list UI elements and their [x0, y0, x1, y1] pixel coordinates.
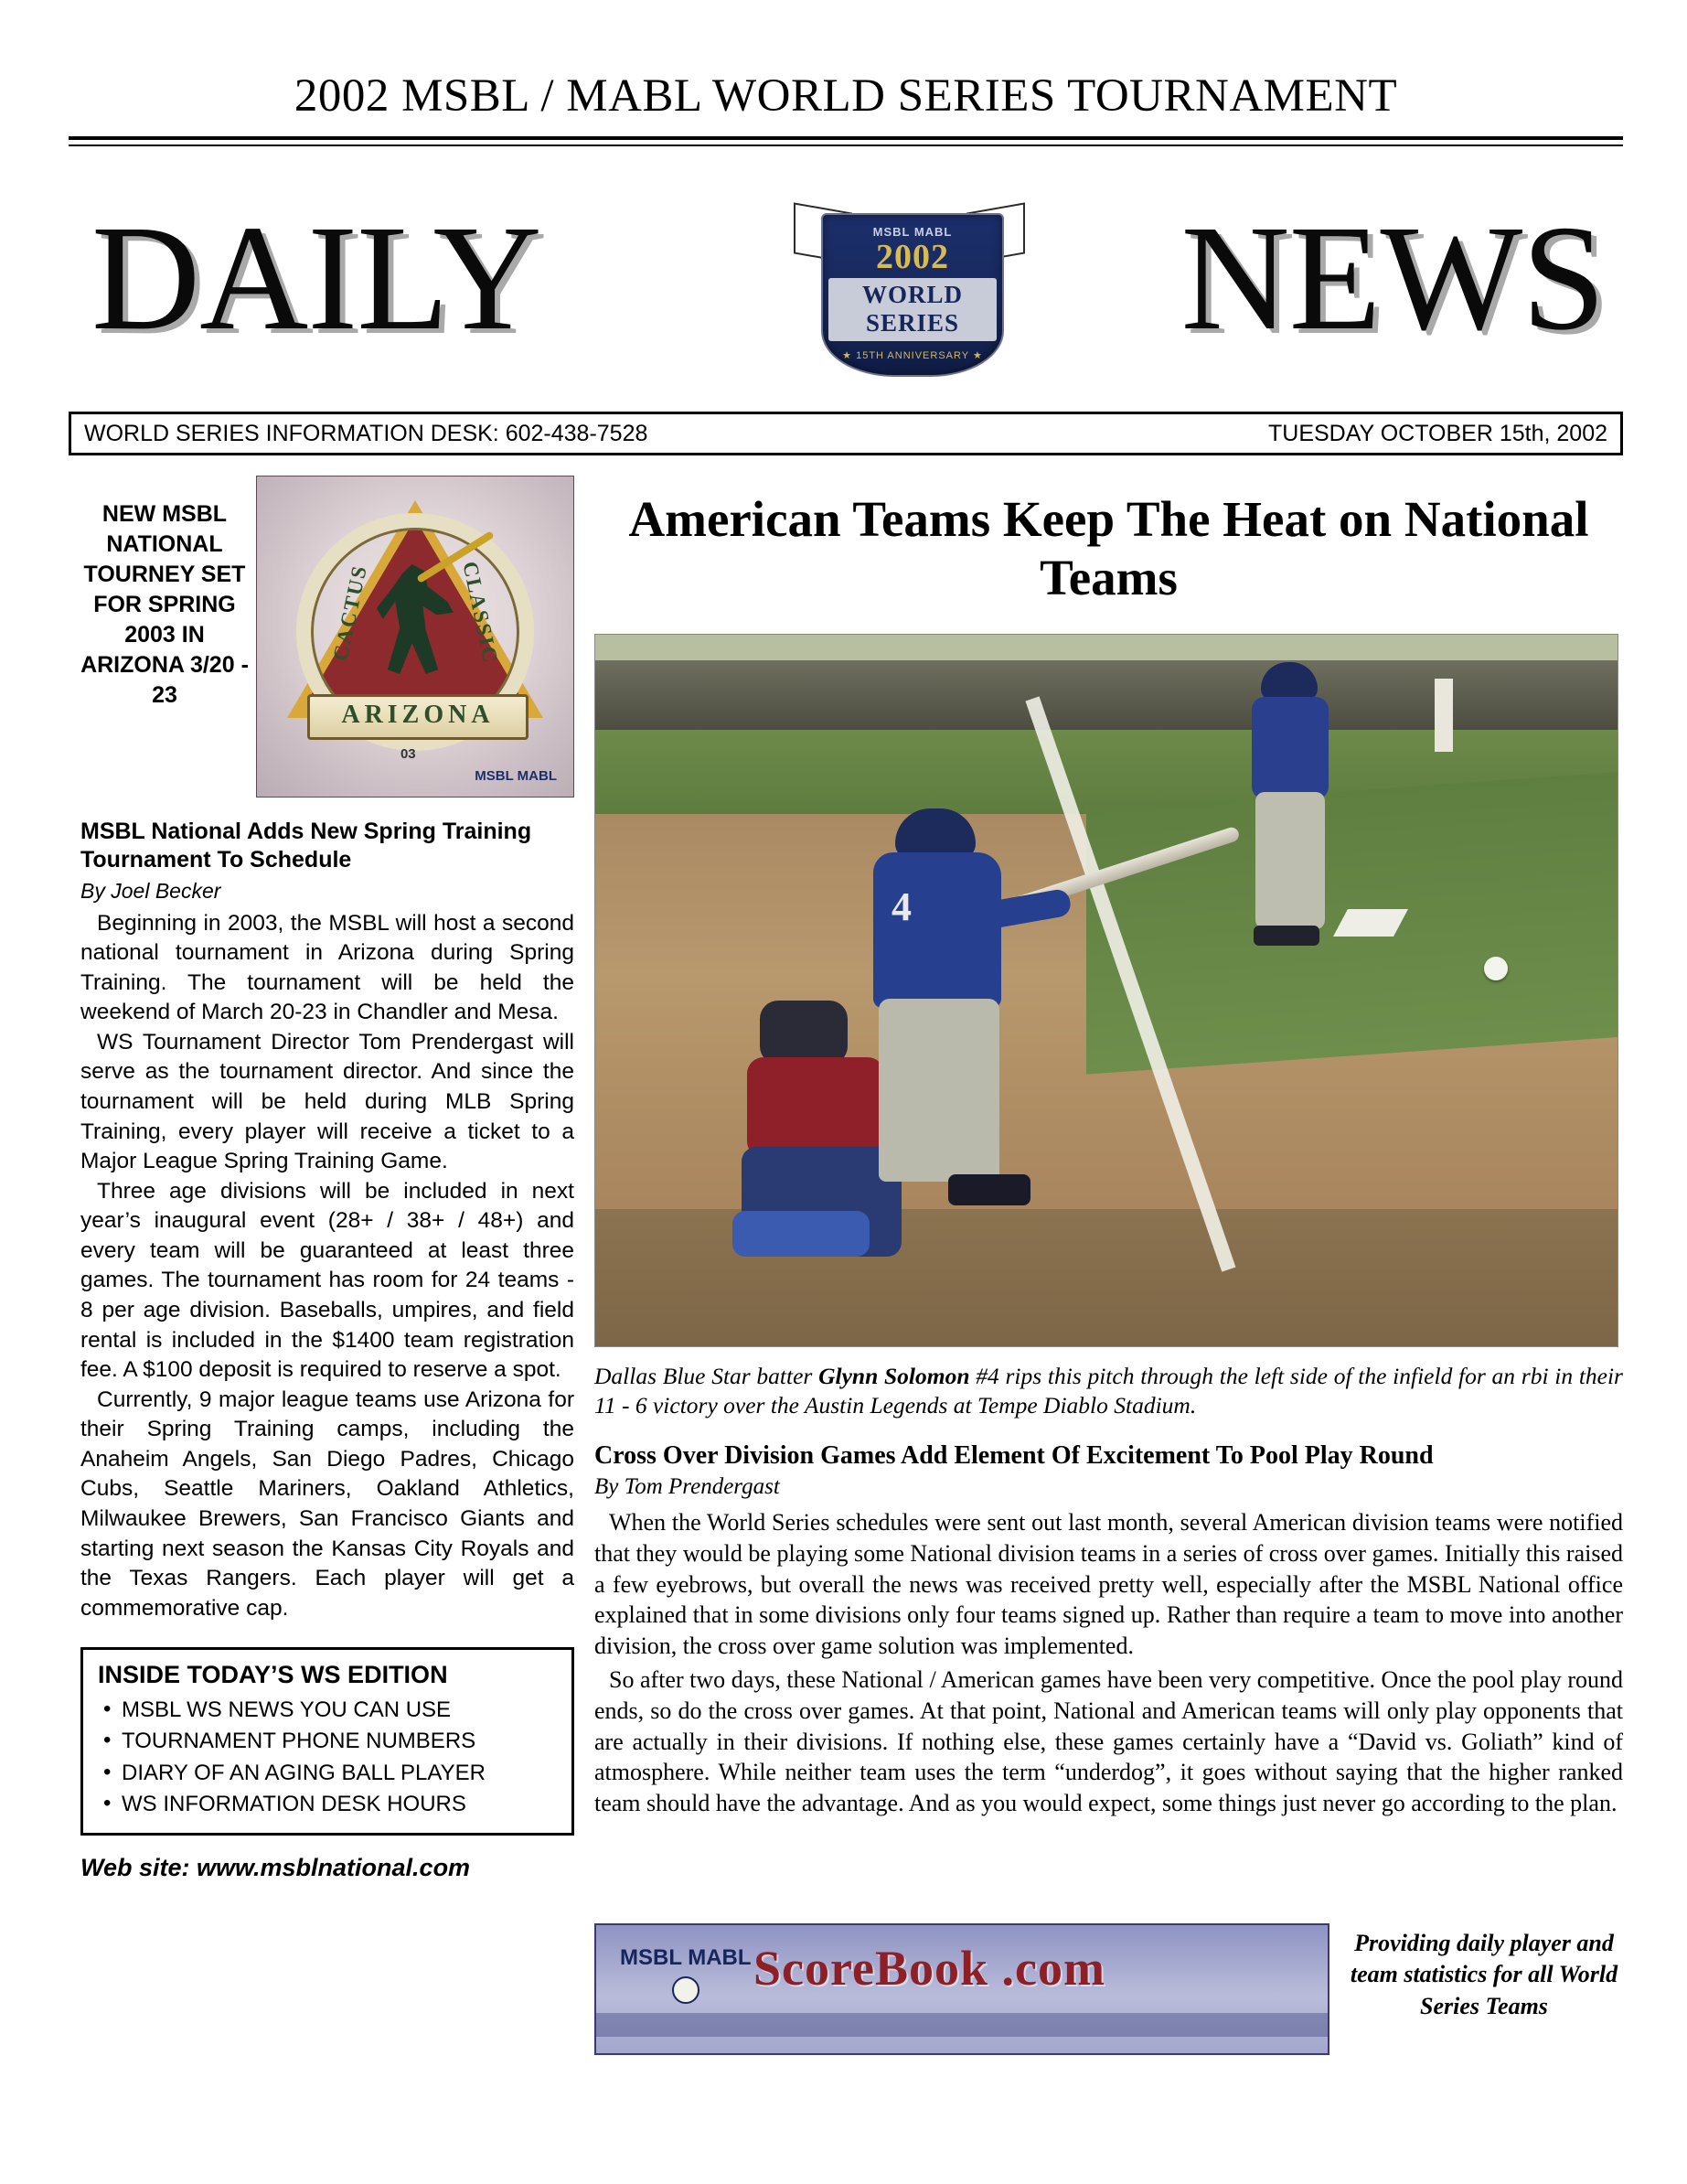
main-headline: American Teams Keep The Heat on National Teams [628, 491, 1589, 606]
tournament-title: 2002 MSBL / MABL WORLD SERIES TOURNAMENT [294, 70, 1398, 122]
photo-post [1435, 679, 1453, 752]
ad-baseball-icon [672, 1976, 699, 2004]
left-story-byline: By Joel Becker [80, 878, 221, 903]
nameplate-word-news: NEWS [1180, 194, 1605, 361]
photo-batter [860, 808, 1034, 1247]
logo-anniversary-text: ★ 15TH ANNIVERSARY ★ [842, 350, 983, 361]
main-photo [594, 634, 1618, 1347]
secondary-headline: Cross Over Division Games Add Element Of Excitement To Pool Play Round [594, 1440, 1434, 1470]
information-bar [69, 412, 1623, 455]
secondary-paragraph: So after two days, these National / American games have been very competitive. Once the pool play round ends, so do the cross over games. At that point, National and American teams will only play opponents that are actually in their divisions. If nothing else, these games certainly have a “David vs. Goliath” kind of atmosphere. While neither team uses the term “underdog”, it goes without saying that the higher ranked team should have the advantage. And as you would expect, some things just never go according to the plan. [594, 1665, 1623, 1817]
world-series-logo-icon [788, 197, 1030, 384]
left-story-headline: MSBL National Adds New Spring Training Tournament To Schedule [80, 819, 532, 873]
batter-jersey-number: 4 [892, 883, 912, 929]
left-story-body [80, 909, 574, 1624]
ad-mark-text: MSBL MABL [620, 1945, 752, 1970]
ad-title: ScoreBook .com [753, 1941, 1105, 1996]
left-story-paragraph: Three age divisions will be included in next year’s inaugural event (28+ / 38+ / 48+) and every team will be guaranteed at least three games. The tournament has room for 24 teams - 8 per age division. Baseballs, umpires, and field rental is included in the $1400 team registration fee. A $100 deposit is required to reserve a spot. [80, 1178, 574, 1383]
batter-shoe [948, 1174, 1030, 1205]
inside-todays-edition-box [80, 1647, 574, 1835]
runner-shoe [1254, 926, 1319, 946]
logo-arc-right: CLASSIC [458, 559, 503, 667]
website-line[interactable]: Web site: www.msblnational.com [80, 1853, 471, 1881]
left-story-paragraph: WS Tournament Director Tom Prendergast will serve as the tournament director. And since the tournament will be held during MLB Spring Training, every player will receive a ticket to a Major League Spring Training Game. [80, 1029, 574, 1174]
ad-side-text: Providing daily player and team statistics for all World Series Teams [1350, 1930, 1618, 2019]
logo-arc-left: CACTUS [328, 562, 372, 663]
inside-box-title: INSIDE TODAY’S WS EDITION [98, 1661, 448, 1689]
caption-post: #4 rips this pitch through the left side of the infield for an rbi in their 11 - 6 victory over the Austin Legends at Tempe Diablo Stadium. [594, 1362, 1623, 1419]
logo-shield [821, 213, 1004, 377]
promo-text: NEW MSBL NATIONAL TOURNEY SET FOR SPRING 2003 IN ARIZONA 3/20 - 23 [80, 501, 249, 708]
left-story-paragraph: Beginning in 2003, the MSBL will host a second national tournament in Arizona during Spring Training. The tournament will be held the weekend of March 20-23 in Chandler and Mesa. [80, 910, 574, 1025]
promo-row [80, 476, 574, 798]
logo-arizona-banner: ARIZONA [307, 694, 529, 740]
ad-msbl-mark [620, 1947, 752, 2004]
catcher-mask [760, 1001, 848, 1065]
cactus-classic-logo-icon [256, 476, 574, 798]
caption-player-name: Glynn Solomon [818, 1362, 970, 1389]
masthead-rule-thin [69, 145, 1623, 146]
catcher-shin-guard [732, 1211, 870, 1257]
left-column [80, 476, 574, 1882]
info-desk-phone: WORLD SERIES INFORMATION DESK: 602-438-7528 [84, 420, 648, 446]
logo-year-text: 03 [400, 746, 416, 762]
logo-msbl-mark: MSBL MABL [475, 768, 557, 785]
caption-pre: Dallas Blue Star batter [594, 1362, 819, 1389]
left-story-paragraph: Currently, 9 major league teams use Arizona for their Spring Training camps, including the Anaheim Angels, San Diego Padres, Chicago Cubs, Seattle Mariners, Oakland Athletics, Milwaukee Brewers, San Francisco Giants and starting next season the Kansas City Royals and the Texas Rangers. Each player will get a commemorative cap. [80, 1386, 574, 1621]
secondary-byline: By Tom Prendergast [594, 1473, 780, 1499]
logo-top-text: MSBL MABL [872, 225, 953, 239]
masthead [69, 71, 1623, 146]
masthead-rule-thick [69, 136, 1623, 140]
logo-year: 2002 [876, 238, 949, 276]
runner-helmet [1261, 662, 1318, 701]
nameplate-word-daily: DAILY [91, 194, 541, 361]
runner-jersey [1252, 697, 1329, 799]
secondary-story-body [594, 1507, 1623, 1819]
photo-baseball-icon [1484, 957, 1508, 980]
issue-date: TUESDAY OCTOBER 15th, 2002 [1268, 420, 1607, 446]
list-item: • DIARY OF AN AGING BALL PLAYER [122, 1758, 557, 1789]
logo-band-text: WORLD SERIES [828, 278, 997, 341]
batter-pants [879, 999, 999, 1182]
photo-outfield-wall [595, 660, 1618, 732]
photo-runner [1235, 662, 1345, 964]
list-item: • WS INFORMATION DESK HOURS [122, 1789, 557, 1820]
right-column [594, 485, 1623, 1819]
nameplate [69, 194, 1623, 366]
ad-stripe [596, 2013, 1328, 2037]
list-item: • MSBL WS NEWS YOU CAN USE [122, 1695, 557, 1726]
inside-box-list [98, 1695, 557, 1819]
photo-caption [594, 1362, 1623, 1421]
secondary-paragraph: When the World Series schedules were sent out last month, several American division teams were notified that they would be playing some National division teams in a series of cross over games. Initially this raised a few eyebrows, but overall the news was received pretty well, especially after the MSBL National office explained that in some divisions only four teams signed up. Rather than require a team to move into another division, the cross over game solution was implemented. [594, 1508, 1623, 1660]
list-item: • TOURNAMENT PHONE NUMBERS [122, 1726, 557, 1757]
scorebook-ad[interactable] [594, 1923, 1329, 2055]
runner-pants [1255, 792, 1325, 929]
